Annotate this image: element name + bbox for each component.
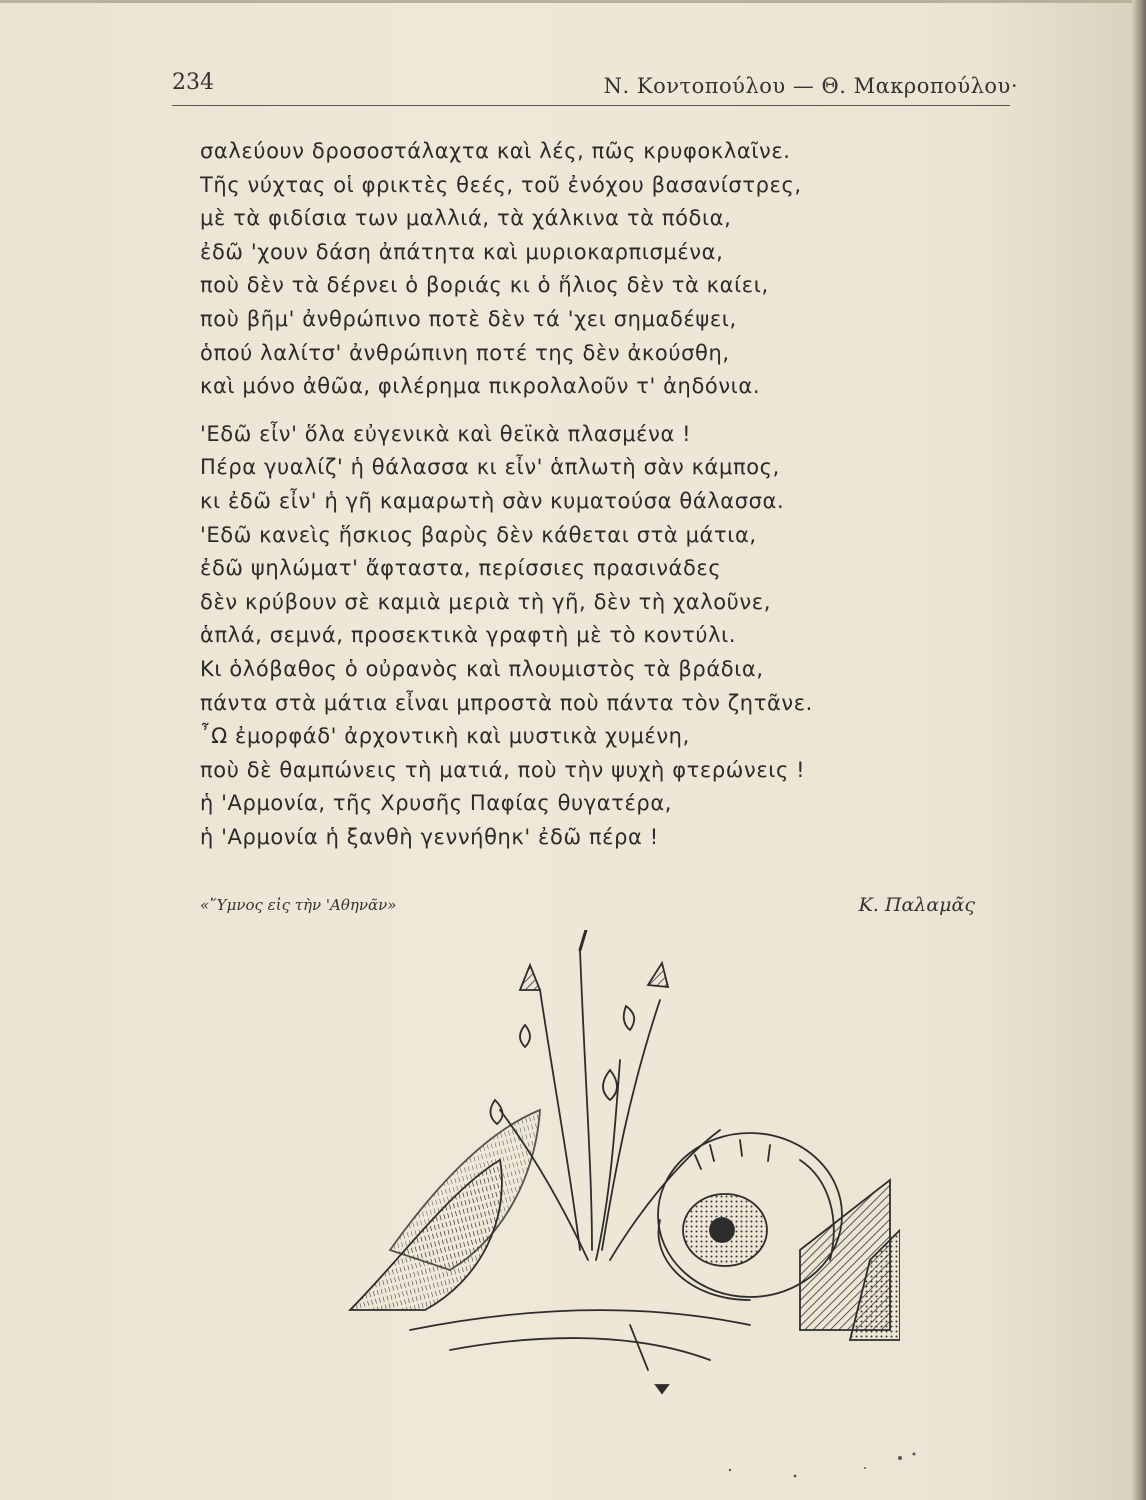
page-top-edge [0, 0, 1146, 3]
poem [200, 135, 1000, 854]
poem-line: 'Εδῶ κανεὶς ἥσκιος βαρὺς δὲν κάθεται στὰ μάτια, [200, 522, 757, 547]
poem-line: δὲν κρύβουν σὲ καμιὰ μεριὰ τὴ γῆ, δὲν τὴ χαλοῦνε, [200, 589, 771, 614]
poem-source: «῞Υμνος εἰς τὴν 'Αθηνᾶν» [200, 896, 397, 914]
page-header [172, 68, 1018, 106]
poem-line: σαλεύουν δροσοστάλαχτα καὶ λές, πῶς κρυφοκλαῖνε. [200, 139, 791, 163]
poem-line: κι ἐδῶ εἶν' ἡ γῆ καμαρωτὴ σὰν κυματούσα θάλασσα. [200, 488, 785, 513]
poem-line: 'Εδῶ εἶν' ὅλα εὐγενικὰ καὶ θεϊκὰ πλασμένα ! [200, 421, 692, 446]
wildflower-illustration [330, 930, 900, 1410]
stanza-1 [200, 135, 1000, 404]
poem-line: ὁπού λαλίτσ' ἀνθρώπινη ποτέ της δὲν ἀκούσθη, [200, 340, 730, 365]
poem-line: ἡ 'Αρμονία ἡ ξανθὴ γεννήθηκ' ἐδῶ πέρα ! [200, 824, 659, 849]
poem-line: Τῆς νύχτας οἱ φρικτὲς θεές, τοῦ ἐνόχου βασανίστρες, [200, 172, 802, 197]
poem-line: Κι ὁλόβαθος ὁ οὐρανὸς καὶ πλουμιστὸς τὰ βράδια, [200, 656, 764, 681]
stanza-2 [200, 418, 1000, 855]
page-number: 234 [172, 70, 214, 95]
poem-line: ποὺ δὲν τὰ δέρνει ὁ βοριάς κι ὁ ἥλιος δὲν τὰ καίει, [200, 273, 769, 298]
poem-line: καὶ μόνο ἀθῶα, φιλέρημα πικρολαλοῦν τ' ἀηδόνια. [200, 374, 761, 399]
page-binding-edge [1132, 0, 1146, 1500]
poem-line: ποὺ δὲ θαμπώνεις τὴ ματιά, ποὺ τὴν ψυχὴ φτερώνεις ! [200, 757, 806, 782]
poem-line: ἐδῶ 'χουν δάση ἀπάτητα καὶ μυριοκαρπισμένα, [200, 239, 724, 264]
poem-line: ἡ 'Αρμονία, τῆς Χρυσῆς Παφίας θυγατέρα, [200, 791, 673, 816]
header-rule [172, 105, 1010, 106]
poem-line: Πέρα γυαλίζ' ἡ θάλασσα κι εἶν' ἁπλωτὴ σὰν κάμπος, [200, 455, 780, 480]
attribution [200, 892, 975, 922]
poem-line: μὲ τὰ φιδίσια των μαλλιά, τὰ χάλκινα τὰ πόδια, [200, 206, 732, 231]
poem-line: ἁπλά, σεμνά, προσεκτικὰ γραφτὴ μὲ τὸ κοντύλι. [200, 623, 737, 648]
poem-line: ἐδῶ ψηλώματ' ἄφταστα, περίσσιες πρασινάδες [200, 556, 722, 581]
poem-line: πάντα στὰ μάτια εἶναι μπροστὰ ποὺ πάντα τὸν ζητᾶνε. [200, 690, 813, 715]
poem-line: ποὺ βῆμ' ἀνθρώπινο ποτὲ δὲν τά 'χει σημαδέψει, [200, 306, 737, 331]
running-head: Ν. Κοντοπούλου — Θ. Μακροπούλου· [603, 74, 1018, 98]
paper-specks [700, 1440, 940, 1490]
poem-author: Κ. Παλαμᾶς [858, 894, 975, 916]
poem-line: ῏Ω ἐμορφάδ' ἀρχοντικὴ καὶ μυστικὰ χυμένη, [200, 724, 690, 749]
